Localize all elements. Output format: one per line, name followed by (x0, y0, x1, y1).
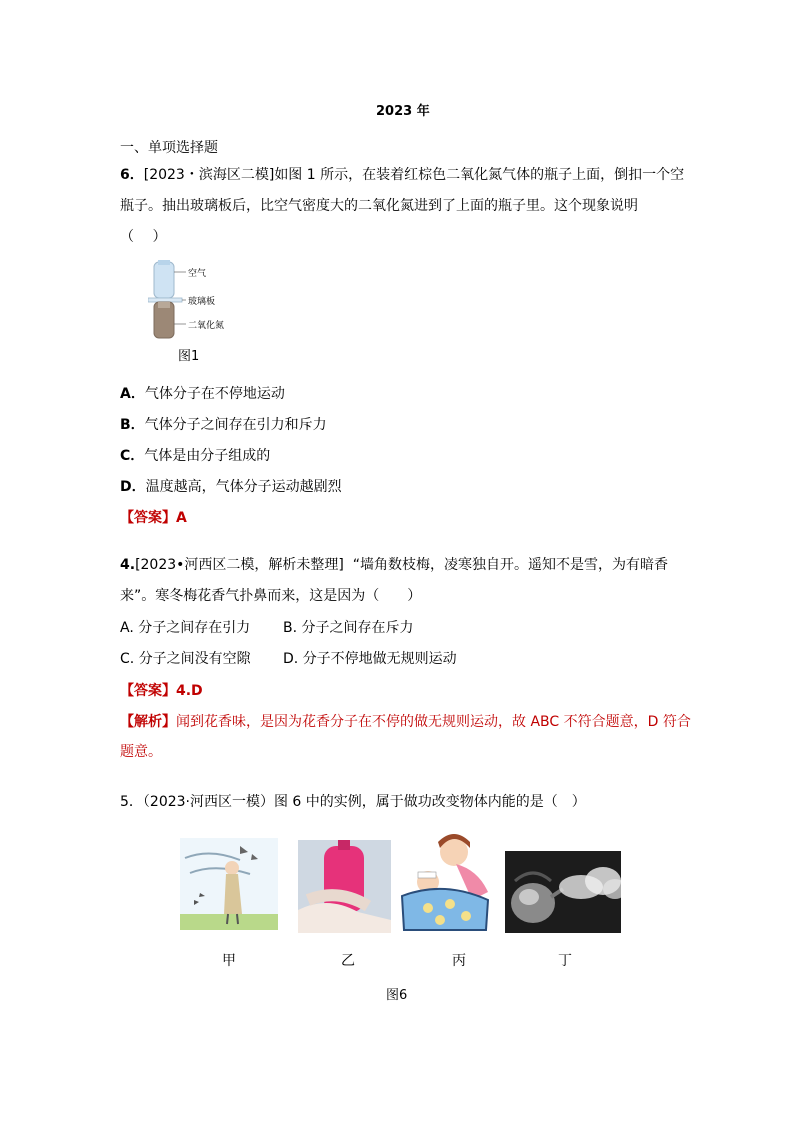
label-jia: 甲 (222, 953, 236, 969)
answer-value: 4.D (176, 683, 203, 699)
q6-option-a (120, 384, 285, 404)
section-heading: 一、单项选择题 (120, 140, 218, 156)
q4-source: [2023•河西区二模，解析未整理] (135, 557, 344, 573)
image-yi-hot-water-bottle (298, 840, 391, 933)
cold-compress-illustration (398, 830, 494, 934)
answer-label: 【答案】 (120, 510, 176, 526)
figure-6-caption: 图6 (386, 988, 408, 1003)
option-letter: B. (283, 620, 298, 636)
image-bing-cold-compress (398, 830, 494, 934)
q4-stem-line2: 来”。寒冬梅花香气扑鼻而来，这是因为（ ） (120, 588, 422, 604)
q6-number: 6． (120, 167, 144, 183)
option-letter: C. (120, 651, 135, 667)
label-yi: 乙 (341, 953, 355, 969)
label-bing: 丙 (452, 953, 466, 969)
label-air: 空气 (188, 269, 207, 279)
option-letter: A． (120, 386, 145, 402)
image-jia-wind (180, 838, 278, 930)
q4-stem-text1: “墙角数枝梅，凌寒独自开。遥知不是雪，为有暗香 (352, 557, 669, 573)
q4-option-a (120, 618, 250, 638)
option-text: 气体是由分子组成的 (144, 448, 271, 464)
option-text: 气体分子在不停地运动 (144, 386, 285, 402)
figure-1-diagram (148, 258, 238, 342)
wind-illustration (180, 838, 278, 930)
hot-water-bottle-illustration (298, 840, 391, 933)
q6-paren: （ ） (120, 229, 167, 245)
q6-stem-line1 (120, 165, 684, 185)
q5-stem: 5．（2023·河西区一模）图 6 中的实例，属于做功改变物体内能的是（ ） (120, 794, 586, 810)
q6-option-d (120, 477, 342, 497)
q4-analysis-line2: 题意。 (120, 744, 162, 760)
kettle-steam-illustration (505, 851, 621, 933)
option-text: 分子之间存在引力 (138, 620, 251, 636)
answer-value: A (176, 510, 187, 526)
image-ding-kettle (505, 851, 621, 933)
answer-label: 【答案】 (120, 683, 176, 699)
q6-stem-text1: 如图 1 所示，在装着红棕色二氧化氮气体的瓶子上面，倒扣一个空 (274, 167, 685, 183)
label-ding: 丁 (558, 953, 572, 969)
analysis-label: 【解析】 (120, 714, 176, 730)
label-glass-plate: 玻璃板 (188, 297, 216, 307)
q4-analysis-line1 (120, 711, 691, 731)
option-letter: D． (120, 479, 146, 495)
page-title: 2023 年 (376, 104, 430, 119)
q4-number: 4. (120, 557, 136, 573)
option-letter: A. (120, 620, 134, 636)
q4-answer (120, 680, 203, 700)
option-text: 温度越高，气体分子运动越剧烈 (145, 479, 342, 495)
q6-answer (120, 507, 187, 527)
figure-1-caption: 图1 (178, 349, 200, 364)
option-text: 分子之间存在斥力 (301, 620, 414, 636)
option-letter: C． (120, 448, 145, 464)
option-letter: B． (120, 417, 145, 433)
label-no2: 二氧化氮 (188, 321, 225, 331)
q6-stem-line2: 瓶子。抽出玻璃板后，比空气密度大的二氧化氮进到了上面的瓶子里。这个现象说明 (120, 198, 638, 214)
option-text: 气体分子之间存在引力和斥力 (144, 417, 327, 433)
q6-option-b (120, 415, 327, 435)
q6-source: [2023・滨海区二模] (143, 167, 275, 183)
option-text: 分子之间没有空隙 (138, 651, 251, 667)
q4-option-b (283, 618, 414, 638)
option-letter: D. (283, 651, 299, 667)
q4-stem-line1 (120, 555, 668, 575)
analysis-text: 闻到花香味，是因为花香分子在不停的做无规则运动，故 ABC 不符合题意，D 符合 (176, 714, 691, 730)
q4-option-c (120, 649, 251, 669)
q4-option-d (283, 649, 457, 669)
q6-option-c (120, 446, 270, 466)
option-text: 分子不停地做无规则运动 (302, 651, 457, 667)
